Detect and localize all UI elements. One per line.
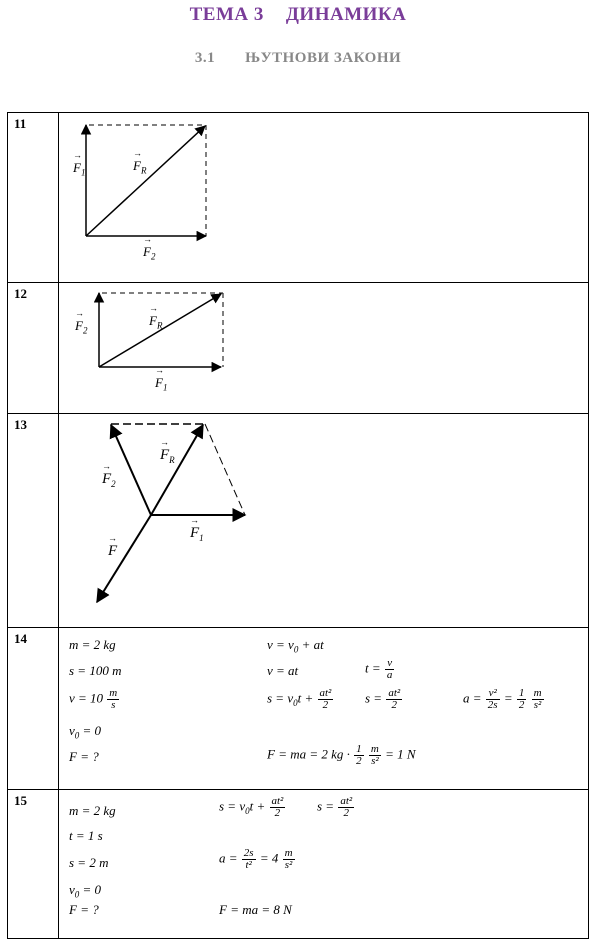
label-fr: F → $_R$ bbox=[133, 148, 147, 176]
eq-t: t = $\frac{v}{a}$ bbox=[365, 657, 393, 681]
problem-row-11 bbox=[8, 113, 589, 283]
problem-number: 14 bbox=[8, 628, 59, 790]
problem-number: 13 bbox=[8, 414, 59, 628]
given-s: s = 100 m bbox=[69, 663, 122, 678]
problem-number: 11 bbox=[8, 113, 59, 283]
given-v: v = 10 $\frac{m}{s}$ bbox=[69, 687, 118, 711]
vector-f bbox=[97, 515, 151, 602]
vector-fr bbox=[151, 425, 203, 515]
vector-arrow-icon: → bbox=[143, 234, 152, 244]
given-m: m = 2 kg bbox=[69, 637, 116, 652]
vector-arrow-icon: → bbox=[102, 461, 111, 471]
problems-table bbox=[7, 112, 589, 939]
given-f: F = ? bbox=[69, 749, 99, 764]
label-f1: F → $_1$ bbox=[190, 515, 204, 543]
vector-f2 bbox=[111, 425, 151, 515]
section-title bbox=[0, 50, 596, 67]
problem-content bbox=[59, 628, 589, 790]
given-s: s = 2 m bbox=[69, 855, 109, 870]
given-v0: $v_0 = 0$ bbox=[69, 723, 102, 741]
label-fr: F → $_R$ bbox=[160, 437, 175, 465]
problem-content bbox=[59, 283, 589, 414]
eq-s-short: s = $\frac{\text{at²}}{2}$ bbox=[317, 795, 353, 819]
problem-row-12 bbox=[8, 283, 589, 414]
vector-diagram-11 bbox=[59, 113, 259, 279]
vector-arrow-icon: → bbox=[75, 308, 84, 318]
problem-number: 12 bbox=[8, 283, 59, 414]
vector-arrow-icon: → bbox=[155, 365, 164, 375]
label-f2: F → $_2$ bbox=[143, 234, 156, 262]
given-t: t = 1 s bbox=[69, 828, 103, 843]
vector-arrow-icon: → bbox=[73, 150, 82, 160]
problem-content bbox=[59, 414, 589, 628]
label-f1: F → $_1$ bbox=[155, 365, 168, 393]
problem-row-14 bbox=[8, 628, 589, 790]
vector-fr bbox=[86, 126, 205, 236]
eq-v-v0-at: $v = v_0$ + at bbox=[267, 637, 324, 655]
problem-content bbox=[59, 790, 589, 939]
vector-diagram-13 bbox=[59, 414, 289, 624]
label-f1: F → $_1$ bbox=[73, 150, 86, 178]
dashed-side bbox=[205, 424, 245, 515]
label-f2: F → $_2$ bbox=[102, 461, 116, 489]
vector-arrow-icon: → bbox=[108, 533, 117, 543]
vector-arrow-icon: → bbox=[160, 437, 169, 447]
vector-arrow-icon: → bbox=[133, 148, 142, 158]
problem-row-13 bbox=[8, 414, 589, 628]
topic-name: ДИНАМИКА bbox=[285, 4, 407, 25]
vector-arrow-icon: → bbox=[190, 515, 199, 525]
given-m: m = 2 kg bbox=[69, 803, 116, 818]
eq-force: F = ma = 8 N bbox=[219, 902, 292, 917]
section-number: 3.1 bbox=[194, 50, 216, 66]
eq-a: a = $\frac{\text{v²}}{2s}$ = $\frac{1}{2}$ $\frac{m}{\text{s²}}$ bbox=[463, 687, 542, 711]
eq-force: F = ma = 2 kg · $\frac{1}{2}$ $\frac{m}{\text{s²}}$ = 1 N bbox=[267, 743, 416, 767]
label-f2: F → $_2$ bbox=[75, 308, 88, 336]
problem-row-15 bbox=[8, 790, 589, 939]
section-name: ЊУТНОВИ ЗАКОНИ bbox=[245, 50, 402, 66]
given-f: F = ? bbox=[69, 902, 99, 917]
page-title bbox=[0, 4, 596, 26]
eq-s-full: $s = v_0t$ + $\frac{\text{at²}}{2}$ bbox=[267, 687, 332, 711]
eq-s-full: $s = v_0t$ + $\frac{\text{at²}}{2}$ bbox=[219, 795, 284, 819]
label-f: F → bbox=[108, 533, 118, 559]
problem-content bbox=[59, 113, 589, 283]
label-fr: F → $_R$ bbox=[149, 303, 163, 331]
eq-a: a = $\frac{2s}{\text{t²}}$ = 4 $\frac{m}{\text{s²}}$ bbox=[219, 847, 293, 871]
vector-arrow-icon: → bbox=[149, 303, 158, 313]
eq-s-short: s = $\frac{\text{at²}}{2}$ bbox=[365, 687, 401, 711]
problem-number: 15 bbox=[8, 790, 59, 939]
eq-v-at: v = at bbox=[267, 663, 299, 678]
topic-label: ТЕМА 3 bbox=[189, 4, 264, 25]
given-v0: $v_0 = 0$ bbox=[69, 882, 102, 900]
